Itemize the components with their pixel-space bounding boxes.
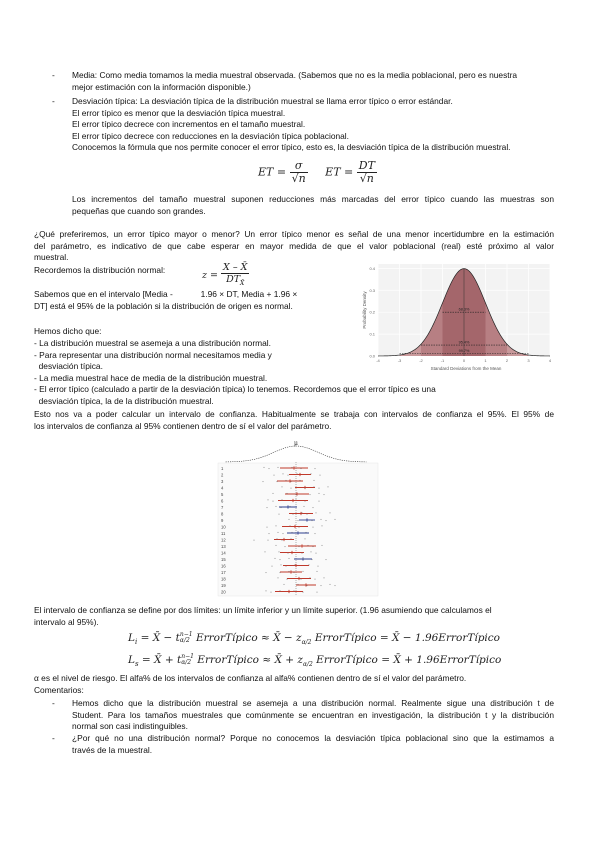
text-line: muestral. — [34, 252, 69, 263]
chart-x-tick-label: 0 — [462, 358, 466, 363]
formula-fraction — [357, 160, 377, 185]
sample-dot — [291, 481, 292, 482]
para-intervalo — [34, 409, 554, 432]
formula-part: = X̄ + t — [138, 654, 182, 666]
sample-dot — [276, 506, 277, 507]
chart-x-tick-label: -1 — [440, 358, 445, 363]
ci-row-label: 6 — [221, 498, 224, 504]
sample-dot — [263, 481, 264, 482]
sample-dot — [292, 467, 293, 468]
formula-sup: n−1 — [181, 653, 194, 660]
sample-dot — [275, 558, 276, 559]
sample-dot — [274, 475, 275, 476]
formula-fraction — [221, 262, 249, 289]
chart-x-tick-label: -3 — [397, 358, 402, 363]
confidence-intervals-chart — [212, 438, 384, 600]
sample-dot — [266, 590, 267, 591]
formula-lhs: L — [128, 654, 135, 666]
ci-row-label: 15 — [221, 556, 226, 562]
chart-x-tick-label: 2 — [505, 358, 509, 363]
text-line: Media: Como media tomamos la media muestral observada. (Sabemos que no es la media poblacional, pero es nuestra — [72, 70, 518, 80]
sample-dot — [304, 506, 305, 507]
sample-dot — [293, 514, 294, 515]
sample-dot — [328, 486, 329, 487]
sample-dot — [313, 527, 314, 528]
formula-lhs: L — [128, 632, 135, 644]
sample-dot — [302, 553, 303, 554]
formula-sub: α/2 — [302, 661, 313, 669]
sample-dot — [311, 551, 312, 552]
sampling-curve — [226, 446, 367, 462]
ci-row-label: 11 — [221, 530, 226, 536]
ci-row-label: 2 — [221, 472, 224, 478]
sample-dot — [289, 571, 290, 572]
sample-dot — [254, 540, 255, 541]
sample-dot — [305, 501, 306, 502]
sample-dot — [294, 572, 295, 573]
text-line: ¿Por qué no una distribución normal? Porque no conocemos la desviación típica poblacional sino que la estimamos a — [72, 733, 554, 743]
sample-dot — [308, 545, 309, 546]
sample-dot — [273, 493, 274, 494]
hemos-dicho-title: Hemos dicho que: — [34, 326, 102, 336]
sample-dot — [289, 519, 290, 520]
formula-sub: i — [134, 638, 138, 647]
sample-dot — [287, 493, 288, 494]
formula-lhs: ET = — [325, 165, 354, 179]
list-item: - La distribución muestral se asemeja a una distribución normal. — [34, 338, 271, 348]
sample-dot — [276, 525, 277, 526]
sample-dot — [310, 577, 311, 578]
sample-dot — [289, 558, 290, 559]
comentario-item — [72, 698, 554, 733]
sample-dot — [301, 579, 302, 580]
sample-dot — [300, 480, 301, 481]
sample-dot — [292, 532, 293, 533]
sample-dot — [319, 493, 320, 494]
sample-dot — [290, 525, 291, 526]
sample-dot — [330, 512, 331, 513]
sample-dot — [319, 488, 320, 489]
sample-dot — [324, 577, 325, 578]
sample-dot — [268, 499, 269, 500]
text-line: ¿Qué preferiremos, un error típico mayor o menor? Un error típico menor es señal de una menor incertidumbre en la estimación — [34, 229, 554, 239]
text-line: DT] está el 95% de la población si la distribución de origen es normal. — [34, 300, 293, 311]
sample-dot — [315, 579, 316, 580]
text-line: pequeñas que cuando son grandes. — [72, 205, 206, 216]
text-line: través de la muestral. — [72, 744, 153, 755]
formula-num: DT — [358, 159, 375, 172]
bullet-media — [72, 70, 554, 93]
sample-dot — [288, 475, 289, 476]
sample-dot — [273, 501, 274, 502]
ci-row-label: 1 — [221, 465, 224, 471]
sample-dot — [296, 494, 297, 495]
sample-dot — [299, 527, 300, 528]
sample-dot — [280, 590, 281, 591]
sample-dot — [311, 473, 312, 474]
sample-dot — [278, 467, 279, 468]
sample-dot — [316, 553, 317, 554]
sample-dot — [280, 572, 281, 573]
sample-dot — [318, 566, 319, 567]
text-line: Conocemos la fórmula que nos permite conocer el error típico, esto es, la desviación típica de la distribución muestral. — [72, 142, 511, 153]
chart-x-tick-label: -2 — [419, 358, 423, 363]
ci-row-label: 13 — [221, 543, 226, 549]
sample-dot — [324, 494, 325, 495]
sample-dot — [310, 494, 311, 495]
sample-dot — [303, 592, 304, 593]
sample-dot — [282, 540, 283, 541]
ci-row-label: 17 — [221, 569, 226, 575]
ci-row-label: 4 — [221, 485, 224, 491]
formula-sub: α/2 — [301, 639, 312, 647]
formula-den: √n — [291, 172, 306, 185]
chart-y-tick-label: 0.1 — [369, 331, 375, 337]
alfa-line: α es el nivel de riesgo. El alfa% de los intervalos de confianza al alfa% contienen dentro de sí el valor del parámetro. — [34, 673, 467, 683]
sample-dot — [282, 499, 283, 500]
sample-dot — [265, 551, 266, 552]
text-line: Los incrementos del tamaño muestral suponen reducciones más marcadas del error típico cuando las muestras son — [72, 194, 554, 204]
sample-dot — [278, 577, 279, 578]
sample-dot — [276, 545, 277, 546]
sample-dot — [305, 488, 306, 489]
sample-dot — [285, 546, 286, 547]
ci-row-label: 20 — [221, 589, 226, 595]
formula-part: = X̄ − t — [137, 632, 180, 644]
sample-dot — [269, 533, 270, 534]
sample-dot — [280, 559, 281, 560]
range-label: 68.3% — [458, 307, 470, 312]
chart-y-tick-label: 0.2 — [369, 309, 375, 315]
bullet-desviacion — [72, 96, 554, 154]
sample-dot — [297, 473, 298, 474]
ci-row-label: 10 — [221, 524, 226, 530]
text-line: los intervalos de confianza al 95% contienen dentro de sí el valor del parámetro. — [34, 420, 332, 431]
sample-dot — [314, 486, 315, 487]
comentario-item — [72, 733, 554, 756]
sample-dot — [303, 558, 304, 559]
sample-dot — [287, 579, 288, 580]
chart-x-tick-label: -4 — [376, 358, 380, 363]
sample-dot — [268, 540, 269, 541]
sample-dot — [326, 520, 327, 521]
sample-dot — [314, 480, 315, 481]
sample-dot — [315, 533, 316, 534]
sample-dot — [267, 507, 268, 508]
sample-dot — [298, 520, 299, 521]
formula-part: ErrorTípico ≈ X̄ − z — [192, 632, 302, 644]
para-sabemos — [34, 289, 346, 312]
formula-sub: α/2 — [179, 637, 190, 644]
sample-dot — [317, 571, 318, 572]
sample-dot — [281, 564, 282, 565]
formula-den — [221, 274, 249, 289]
chart-x-tick-label: 4 — [548, 358, 552, 363]
sample-dot — [279, 514, 280, 515]
text-line: normal son casi indistinguibles. — [72, 721, 188, 732]
ci-row-label: 5 — [221, 491, 224, 497]
sample-dot — [305, 538, 306, 539]
sample-dot — [283, 533, 284, 534]
sample-dot — [322, 525, 323, 526]
sample-dot — [291, 488, 292, 489]
sample-dot — [321, 585, 322, 586]
sample-dot — [312, 520, 313, 521]
sample-dot — [279, 551, 280, 552]
sample-dot — [313, 507, 314, 508]
sample-dot — [278, 532, 279, 533]
sample-dot — [301, 468, 302, 469]
recordemos-label: Recordemos la distribución normal: — [34, 265, 166, 275]
sample-dot — [277, 481, 278, 482]
bullet-marker-media: - — [52, 70, 55, 80]
text-line: intervalo al 95%). — [34, 616, 99, 627]
sample-dot — [286, 566, 287, 567]
ci-row-label: 16 — [221, 563, 226, 569]
chart-y-tick-label: 0.3 — [369, 287, 375, 293]
sample-dot — [320, 475, 321, 476]
para-incrementos — [72, 194, 554, 217]
sample-dot — [326, 559, 327, 560]
sample-dot — [313, 546, 314, 547]
text-line: El intervalo de confianza se define por dos límites: un límite inferior y un límite superior. (1.96 asumiendo que calculamos el — [34, 605, 492, 615]
list-item: desviación típica. — [34, 361, 103, 372]
sample-dot — [277, 538, 278, 539]
formula-t-index — [180, 632, 193, 644]
hemos-dicho-list — [34, 338, 554, 408]
sample-dot — [282, 486, 283, 487]
ci-row-label: 14 — [221, 550, 226, 556]
sample-dot — [299, 546, 300, 547]
para-limites — [34, 605, 554, 628]
range-label: 99.7% — [458, 348, 470, 353]
formula-limite-inferior — [128, 632, 500, 649]
formula-sup: n−1 — [179, 631, 193, 638]
formula-limite-superior — [128, 654, 501, 671]
sample-dot — [330, 584, 331, 585]
sample-dot — [309, 564, 310, 565]
chart-x-label: Standard Deviations from the Mean — [430, 366, 502, 371]
sample-dot — [306, 532, 307, 533]
text-line: Desviación típica: La desviación típica de la distribución muestral se llama error típico o error estándar. — [72, 96, 453, 106]
text-line: Sabemos que en el intervalo [Media - 1.96 × DT, Media + 1.96 × — [34, 289, 298, 299]
sample-dot — [284, 584, 285, 585]
sample-dot — [312, 559, 313, 560]
sample-dot — [302, 512, 303, 513]
sample-dot — [321, 519, 322, 520]
text-line: Esto nos va a poder calcular un intervalo de confianza. Habitualmente se trabaja con intervalos de confianza el 95%. El 95% de — [34, 409, 554, 419]
sample-dot — [290, 506, 291, 507]
sample-dot — [267, 527, 268, 528]
comentarios-title: Comentarios: — [34, 685, 84, 695]
text-line: mejor estimación con la información disponible.) — [72, 81, 251, 92]
formula-sub: s — [134, 660, 139, 669]
chart-y-tick-label: 0.0 — [369, 353, 375, 359]
text-line: El error típico es menor que la desviación típica muestral. — [72, 107, 286, 118]
mu-label: μ — [294, 440, 298, 447]
formula-den-text: DT — [226, 274, 241, 285]
ci-row-label: 9 — [221, 517, 224, 523]
sample-dot — [303, 571, 304, 572]
formula-den-sub: X̄ — [240, 279, 245, 287]
sample-dot — [307, 514, 308, 515]
sample-dot — [322, 545, 323, 546]
chart-y-tick-label: 0.4 — [369, 265, 375, 271]
ci-row-label: 7 — [221, 504, 224, 510]
bullet-marker-desviacion: - — [52, 96, 55, 106]
sample-dot — [269, 468, 270, 469]
ci-row-label: 19 — [221, 582, 226, 588]
sample-dot — [315, 468, 316, 469]
text-line: Student. Para los tamaños muestrales que comúnmente se encuentran en investigación, la distribución t y la distribución — [72, 709, 554, 720]
sample-dot — [288, 553, 289, 554]
formula-num: X – X̄ — [223, 262, 248, 273]
sample-dot — [298, 584, 299, 585]
text-line: del parámetro, es indicativo de que cabe esperar en mayor medida de que el valor poblacional (real) esté próximo al valor — [34, 240, 554, 251]
formula-t-index — [181, 654, 194, 666]
sample-dot — [272, 566, 273, 567]
sample-dot — [335, 585, 336, 586]
range-label: 95.4% — [458, 340, 470, 345]
list-item: desviación típica, la de la distribución muestral. — [34, 395, 214, 406]
sample-dot — [294, 590, 295, 591]
formula-lhs: z = — [202, 269, 218, 281]
ci-row-label: 8 — [221, 511, 224, 517]
text-line: El error típico decrece con reducciones en la desviación típica poblacional. — [72, 130, 349, 141]
sample-dot — [264, 467, 265, 468]
list-item: - Para representar una distribución normal necesitamos media y — [34, 349, 272, 360]
ci-row-label: 18 — [221, 576, 226, 582]
formula-lhs: ET = — [258, 165, 287, 179]
formula-part: ErrorTípico ≈ X̄ + z — [193, 654, 303, 666]
formula-num: σ — [290, 160, 308, 173]
sample-dot — [283, 473, 284, 474]
comentario-marker: - — [52, 698, 55, 708]
sample-dot — [296, 499, 297, 500]
ci-row-label: 3 — [221, 478, 224, 484]
formula-error-tipico — [258, 160, 377, 185]
sample-dot — [319, 501, 320, 502]
text-line: Hemos dicho que la distribución muestral se asemeja a una distribución normal. Realmente sigue una distribución t de — [72, 698, 554, 708]
sample-dot — [281, 507, 282, 508]
sample-dot — [317, 592, 318, 593]
sample-dot — [316, 512, 317, 513]
sample-dot — [307, 585, 308, 586]
formula-part: ErrorTípico = X̄ − 1.96ErrorTípico — [311, 632, 500, 644]
formula-sub: α/2 — [181, 659, 192, 666]
chart-y-label: Probability Density — [362, 291, 367, 329]
sample-dot — [295, 564, 296, 565]
sample-dot — [286, 480, 287, 481]
formula-fraction — [290, 160, 308, 185]
sample-dot — [271, 592, 272, 593]
comentario-marker: - — [52, 733, 55, 743]
formula-z — [202, 262, 249, 289]
formula-den: √n — [359, 172, 374, 185]
sample-dot — [291, 538, 292, 539]
list-item: - La media muestral hace de media de la distribución muestral. — [34, 372, 268, 383]
sample-dot — [266, 572, 267, 573]
list-item: - El error típico (calculado a partir de la desviación típica) lo tenemos. Recordemos que el error típico es una — [34, 384, 436, 395]
text-line: El error típico decrece con incrementos en el tamaño muestral. — [72, 119, 306, 130]
sample-dot — [335, 519, 336, 520]
ci-row-label: 12 — [221, 537, 226, 543]
chart-x-tick-label: 3 — [527, 358, 530, 363]
ci-plot-area — [218, 463, 378, 596]
formula-part: ErrorTípico = X̄ + 1.96ErrorTípico — [312, 654, 502, 666]
chart-x-tick-label: 1 — [484, 358, 487, 363]
